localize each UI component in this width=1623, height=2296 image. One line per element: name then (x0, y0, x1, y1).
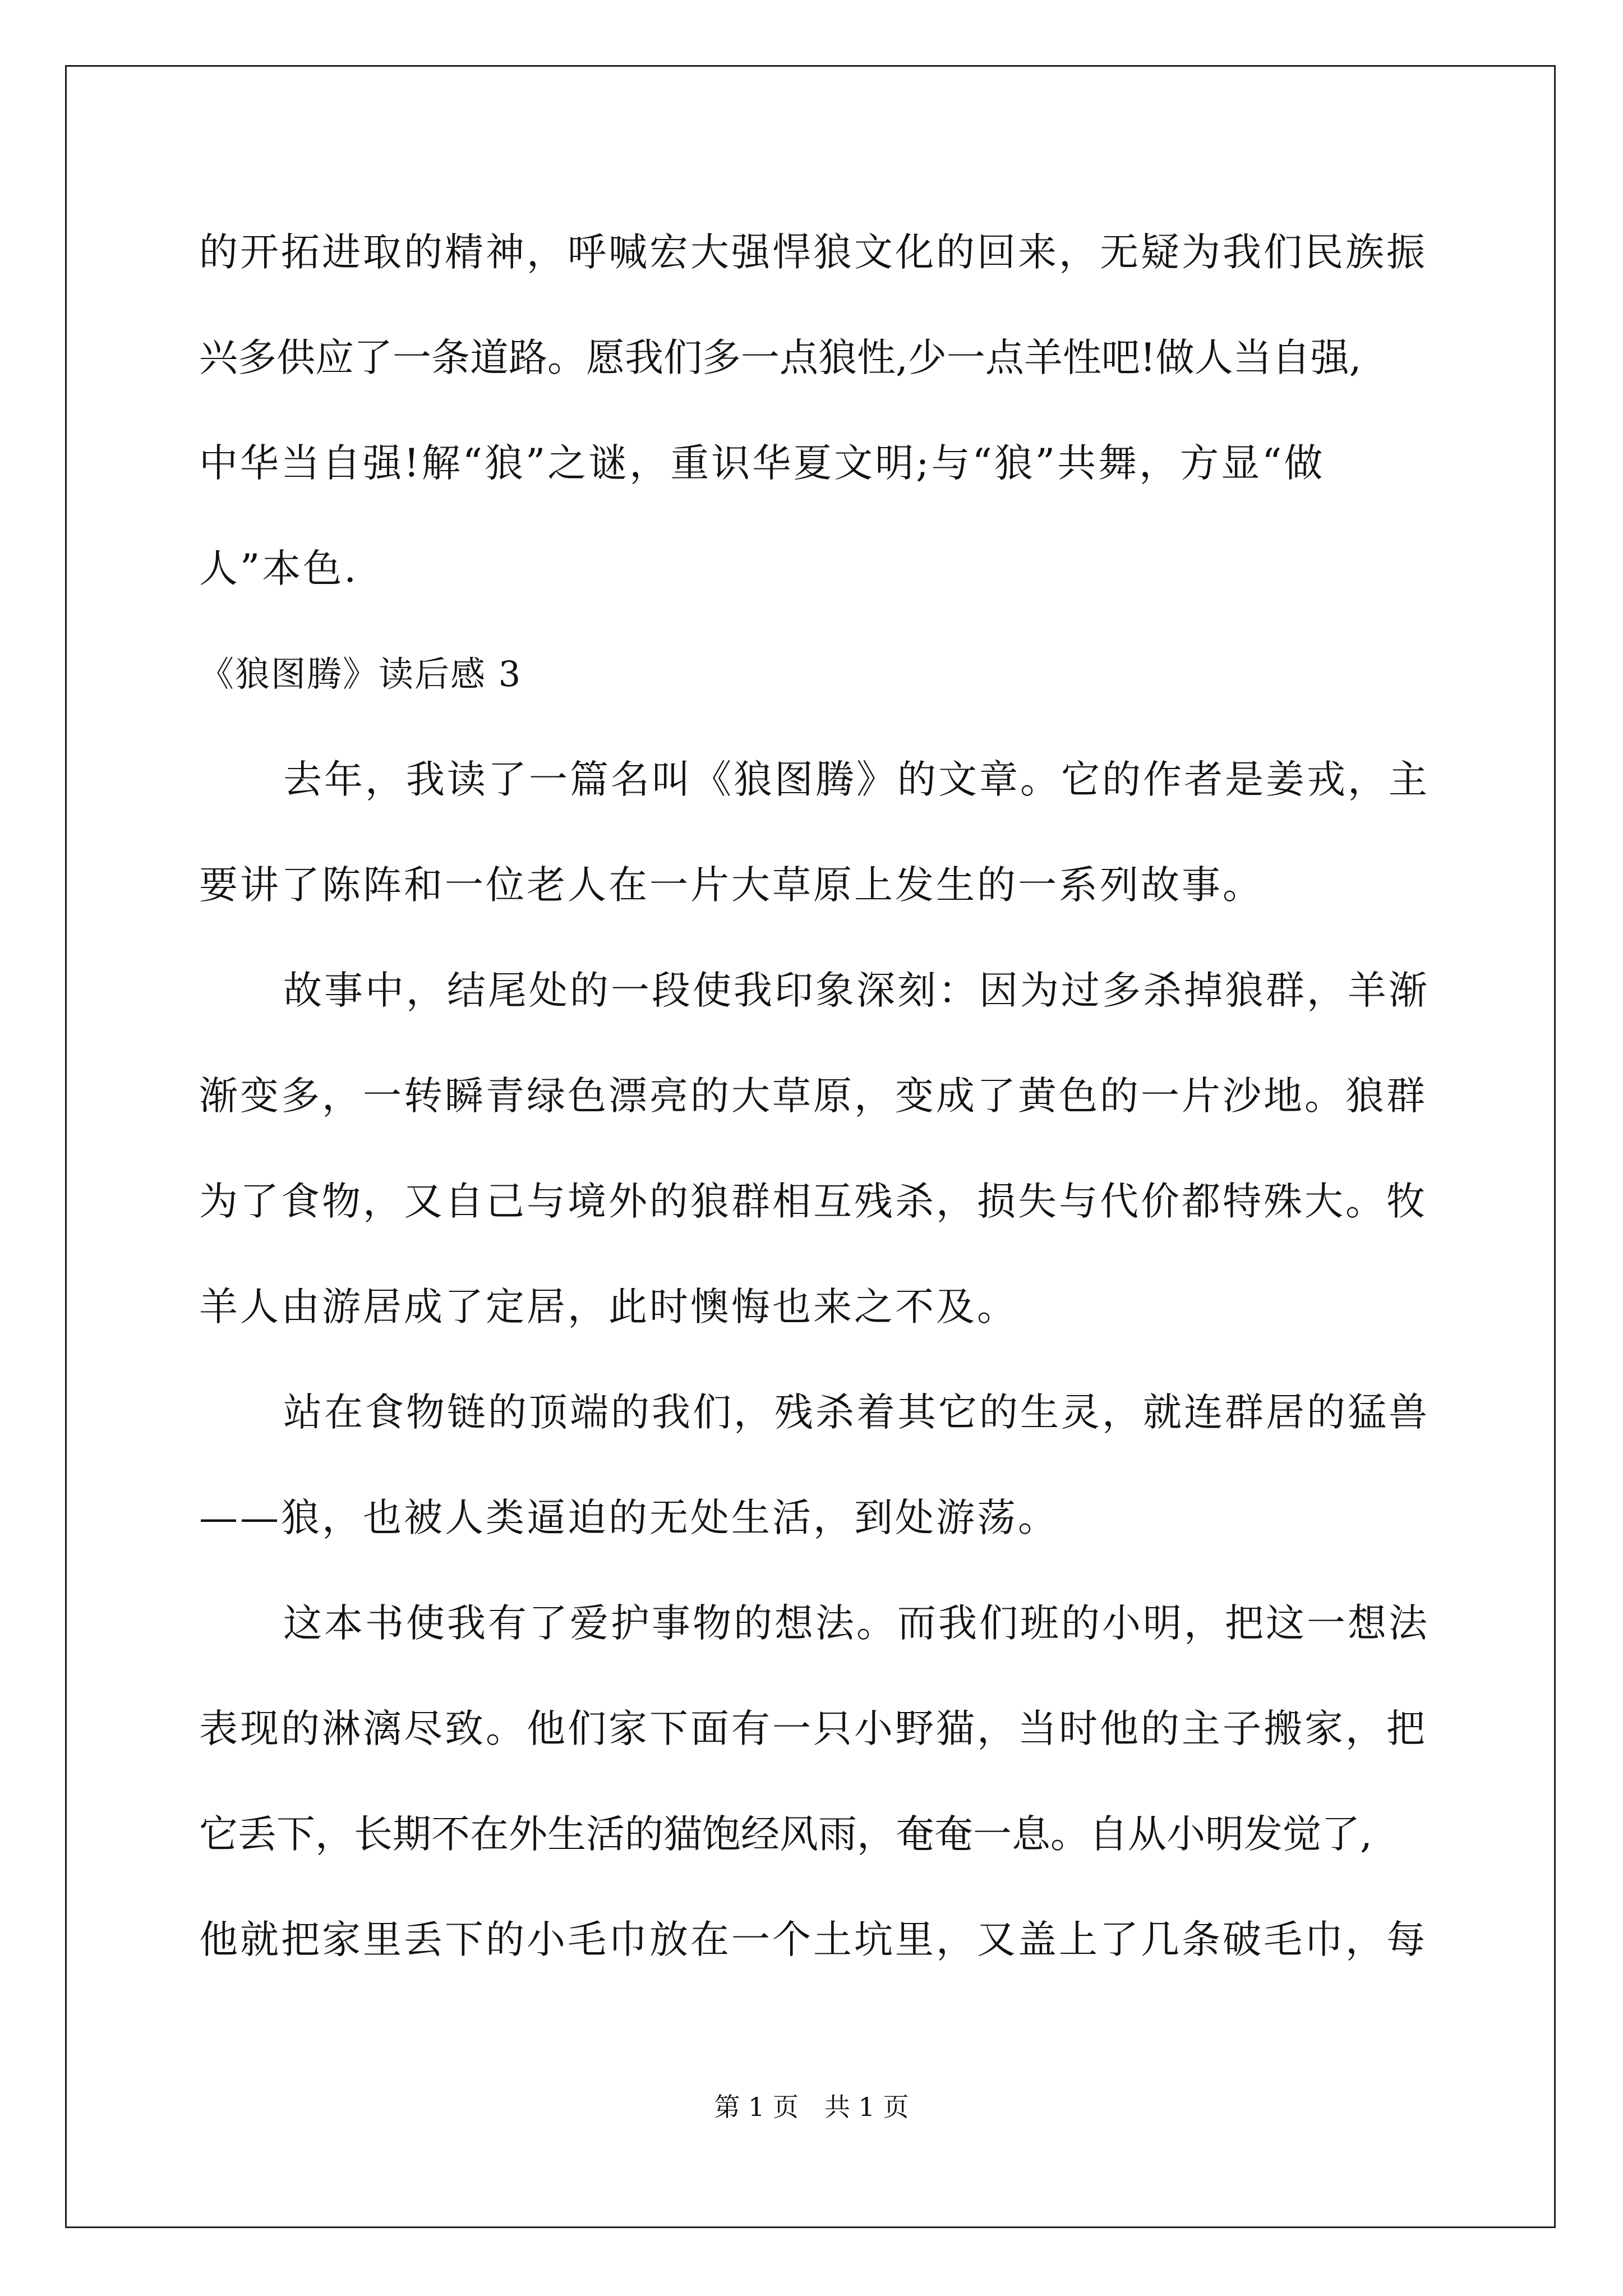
paragraph-line: 要讲了陈阵和一位老人在一片大草原上发生的一系列故事。 (199, 863, 1264, 908)
paragraph-line: 渐变多，一转瞬青绿色漂亮的大草原，变成了黄色的一片沙地。狼群 (199, 1074, 1427, 1119)
paragraph-line: 羊人由游居成了定居，此时懊悔也来之不及。 (199, 1285, 1018, 1329)
paragraph-line: 人”本色. (199, 546, 359, 591)
paragraph-line: 故事中，结尾处的一段使我印象深刻：因为过多杀掉狼群，羊渐 (283, 968, 1430, 1013)
paragraph-line: 中华当自强!解“狼”之谜，重识华夏文明;与“狼”共舞，方显“做 (199, 441, 1325, 486)
section-heading: 《狼图腾》读后感 3 (199, 654, 522, 694)
paragraph-line: 他就把家里丢下的小毛巾放在一个土坑里，又盖上了几条破毛巾，每 (199, 1917, 1427, 1962)
paragraph-line: 兴多供应了一条道路。愿我们多一点狼性,少一点羊性吧!做人当自强, (199, 335, 1362, 380)
paragraph-line: 它丢下，长期不在外生活的猫饱经风雨，奄奄一息。自从小明发觉了, (199, 1812, 1372, 1857)
paragraph-line: 表现的淋漓尽致。他们家下面有一只小野猫，当时他的主子搬家，把 (199, 1706, 1427, 1751)
paragraph-line: 这本书使我有了爱护事物的想法。而我们班的小明，把这一想法 (283, 1601, 1430, 1646)
paragraph-line: 为了食物，又自己与境外的狼群相互残杀，损失与代价都特殊大。牧 (199, 1179, 1427, 1224)
paragraph-line: 去年，我读了一篇名叫《狼图腾》的文章。它的作者是姜戎，主 (283, 757, 1430, 802)
paragraph-line: 站在食物链的顶端的我们，残杀着其它的生灵，就连群居的猛兽 (283, 1390, 1430, 1435)
paragraph-line: ——狼，也被人类逼迫的无处生活，到处游荡。 (199, 1496, 1059, 1540)
paragraph-line: 的开拓进取的精神，呼喊宏大强悍狼文化的回来，无疑为我们民族振 (199, 230, 1427, 275)
page-number-footer: 第 1 页 共 1 页 (714, 2092, 909, 2122)
document-body (199, 222, 1433, 2014)
